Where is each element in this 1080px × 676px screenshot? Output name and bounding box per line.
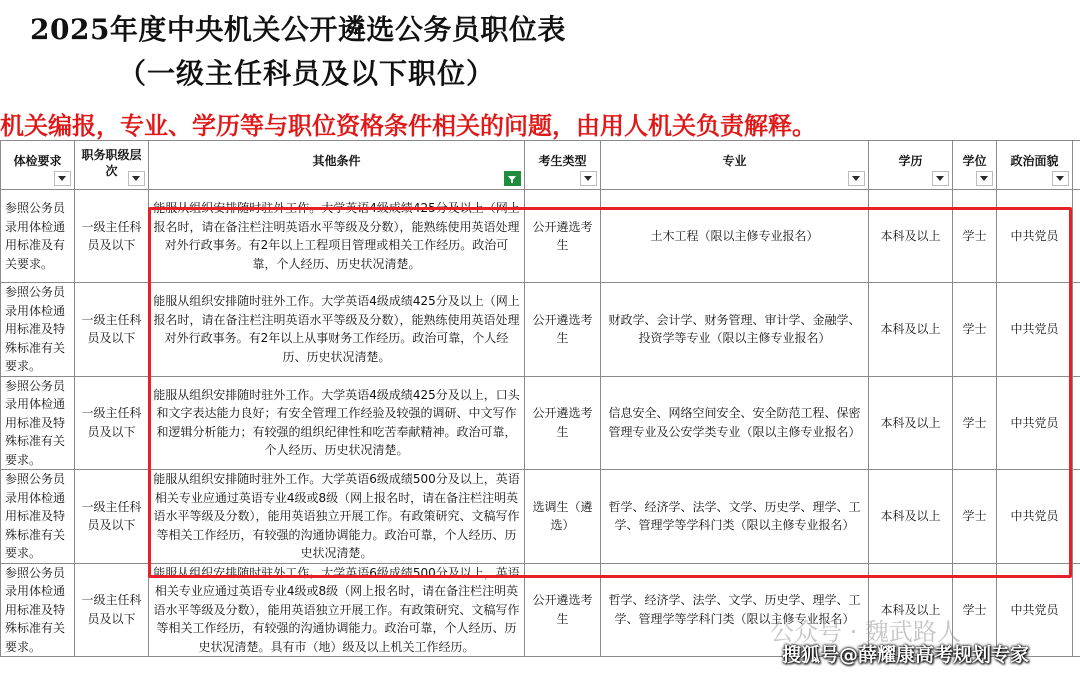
page-title: 2025年度中央机关公开遴选公务员职位表 [30,13,566,46]
cell-education: 本科及以上 [869,470,953,564]
cell-political: 中共党员 [997,283,1073,377]
cell-type: 公开遴选考生 [525,376,601,470]
page-subtitle: （一级主任科员及以下职位） [118,57,496,90]
cell-level: 一级主任科员及以下 [75,283,149,377]
filter-dropdown-icon[interactable] [580,171,597,186]
watermark: 搜狐号@薛耀康高考规划专家 [782,644,1030,666]
header-health: 体检要求 [1,141,75,190]
cell-major: 哲学、经济学、法学、文学、历史学、理学、工学、管理学等学科门类（限以主修专业报名） [601,563,869,657]
cell-major: 土木工程（限以主修专业报名） [601,190,869,283]
cell-degree: 学士 [953,376,997,470]
header-major: 专业 [601,141,869,190]
filter-dropdown-icon[interactable] [848,171,865,186]
cell-education: 本科及以上 [869,376,953,470]
table-row [1,283,1080,377]
header-degree: 学位 [953,141,997,190]
header-political: 政治面貌 [997,141,1073,190]
table-row [1,470,1080,564]
cell-degree: 学士 [953,283,997,377]
cell-level: 一级主任科员及以下 [75,563,149,657]
cell-political: 中共党员 [997,376,1073,470]
cell-health: 参照公务员录用体检通用标准及特殊标准有关要求。 [1,563,75,657]
header-education: 学历 [869,141,953,190]
filter-dropdown-icon[interactable] [54,171,71,186]
table-row [1,190,1080,283]
watermark-faint: 公众号 · 魏武路人 [770,618,961,646]
cell-type: 公开遴选考生 [525,563,601,657]
cell-conditions: 能服从组织安排随时驻外工作。大学英语6级成绩500分及以上，英语相关专业应通过英语专业4级或8级（网上报名时，请在备注栏注明英语水平等级及分数），能用英语独立开展工作。有政策研究、文稿写作等相关工作经历，有较强的沟通协调能力。政治可靠，个人经历、历史状况清楚。 [149,470,525,564]
cell-political: 中共党员 [997,563,1073,657]
cell-spacer [1073,376,1080,470]
cell-health: 参照公务员录用体检通用标准及特殊标准有关要求。 [1,376,75,470]
cell-level: 一级主任科员及以下 [75,470,149,564]
cell-education: 本科及以上 [869,563,953,657]
filter-dropdown-icon[interactable] [932,171,949,186]
filter-active-icon[interactable] [504,171,521,186]
cell-spacer [1073,283,1080,377]
header-spacer [1073,141,1080,190]
cell-major: 信息安全、网络空间安全、安全防范工程、保密管理专业及公安学类专业（限以主修专业报名） [601,376,869,470]
cell-political: 中共党员 [997,190,1073,283]
cell-type: 公开遴选考生 [525,190,601,283]
filter-dropdown-icon[interactable] [976,171,993,186]
cell-major: 哲学、经济学、法学、文学、历史学、理学、工学、管理学等学科门类（限以主修专业报名） [601,470,869,564]
positions-table [0,140,1080,657]
cell-degree: 学士 [953,563,997,657]
cell-spacer [1073,190,1080,283]
cell-health: 参照公务员录用体检通用标准及有关要求。 [1,190,75,283]
cell-conditions: 能服从组织安排随时驻外工作。大学英语4级成绩425分及以上，口头和文字表达能力良好；有安全管理工作经验及较强的调研、中文写作和逻辑分析能力；有较强的组织纪律性和吃苦奉献精神。政治可靠，个人经历、历史状况清楚。 [149,376,525,470]
cell-political: 中共党员 [997,470,1073,564]
cell-degree: 学士 [953,190,997,283]
cell-type: 公开遴选考生 [525,283,601,377]
cell-education: 本科及以上 [869,190,953,283]
header-row [1,141,1080,190]
filter-dropdown-icon[interactable] [1052,171,1069,186]
cell-degree: 学士 [953,470,997,564]
cell-education: 本科及以上 [869,283,953,377]
cell-spacer [1073,563,1080,657]
header-level: 职务职级层次 [75,141,149,190]
cell-type: 选调生（遴选） [525,470,601,564]
header-conditions: 其他条件 [149,141,525,190]
cell-conditions: 能服从组织安排随时驻外工作。大学英语6级成绩500分及以上，英语相关专业应通过英语专业4级或8级（网上报名时，请在备注栏注明英语水平等级及分数），能用英语独立开展工作。有政策研究、文稿写作等相关工作经历，有较强的沟通协调能力。政治可靠，个人经历、历史状况清楚。具有市（地）级及以上机关工作经历。 [149,563,525,657]
cell-health: 参照公务员录用体检通用标准及特殊标准有关要求。 [1,470,75,564]
header-type: 考生类型 [525,141,601,190]
cell-health: 参照公务员录用体检通用标准及特殊标准有关要求。 [1,283,75,377]
cell-major: 财政学、会计学、财务管理、审计学、金融学、投资学等专业（限以主修专业报名） [601,283,869,377]
cell-level: 一级主任科员及以下 [75,376,149,470]
cell-level: 一级主任科员及以下 [75,190,149,283]
cell-spacer [1073,470,1080,564]
table-row [1,376,1080,470]
cell-conditions: 能服从组织安排随时驻外工作。大学英语4级成绩425分及以上（网上报名时，请在备注栏注明英语水平等级及分数），能熟练使用英语处理对外行政事务。有2年以上工程项目管理或相关工作经历。政治可靠，个人经历、历史状况清楚。 [149,190,525,283]
notice-text: 机关编报，专业、学历等与职位资格条件相关的问题，由用人机关负责解释。 [0,111,816,140]
cell-conditions: 能服从组织安排随时驻外工作。大学英语4级成绩425分及以上（网上报名时，请在备注栏注明英语水平等级及分数），能熟练使用英语处理对外行政事务。有2年以上从事财务工作经历。政治可靠，个人经历、历史状况清楚。 [149,283,525,377]
filter-dropdown-icon[interactable] [128,171,145,186]
